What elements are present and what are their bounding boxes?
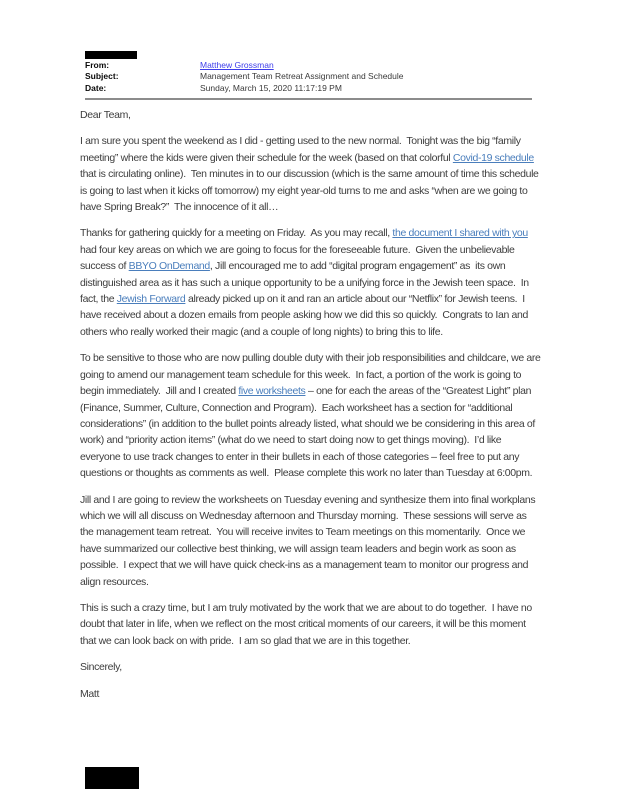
covid-19-schedule-link[interactable]: Covid-19 schedule	[452, 151, 534, 164]
paragraph-text: had four key areas on which we are going to focus for the foreseeable future. Given the unbelievable success of	[80, 227, 531, 273]
jewish-forward-link[interactable]: Jewish Forward	[116, 293, 186, 306]
from-label: From:	[85, 60, 110, 70]
email-paragraph	[80, 225, 542, 340]
header-row-date	[85, 83, 545, 94]
paragraph-text: This is such a crazy time, but I am truly motivated by the work that we are about to do together. I have no doubt that later in life, when we reflect on the most critical moments of our careers, it will be this moment that we can look back on with pride. I am so glad that we are in this together.	[80, 601, 535, 647]
paragraphs-container	[80, 133, 542, 649]
email-header	[85, 60, 545, 94]
paragraph-text: I am sure you spent the weekend as I did - getting used to the new normal. Tonight was the big “family meeting” where the kids were given their schedule for the week (based on that colorful	[80, 135, 524, 164]
subject-label: Subject:	[85, 71, 119, 82]
email-paragraph	[80, 492, 542, 590]
paragraph-text: To be sensitive to those who are now pulling double duty with their job responsibilities and childcare, we are going to amend our management team schedule for this week. In fact, a portion of the work is going to begin immediately. Jill and I created	[80, 352, 544, 398]
date-value: Sunday, March 15, 2020 11:17:19 PM	[200, 82, 342, 93]
email-body	[80, 107, 542, 712]
header-row-from	[85, 60, 545, 71]
subject-value: Management Team Retreat Assignment and Schedule	[200, 71, 404, 82]
footer-redaction-bar	[85, 767, 139, 789]
paragraph-text: , Jill encouraged me to add “digital program engagement” as its own distinguished area as it has such a unique opportunity to be a unifying force in the Jewish teen space. In fact, the	[80, 260, 532, 306]
email-paragraph	[80, 600, 542, 649]
paragraph-text: Jill and I are going to review the worksheets on Tuesday evening and synthesize them into final workplans which we will all discuss on Wednesday afternoon and Thursday morning. These sessions will serve as the management team retreat. You will receive invites to Team meetings on this momentarily. Once we have summarized our collective best thinking, we will assign team leaders and begin work as soon as possible. I expect that we will have quick check-ins as a management team to monitor our progress and align resources.	[80, 493, 538, 588]
shared-document-link[interactable]: the document I shared with you	[392, 227, 528, 240]
paragraph-text: that is circulating online). Ten minutes in to our discussion (which is the same amount of time this schedule is going to last when it kicks off tomorrow) my eight year-old turns to me and asks “when are we going to have Spring Break?” The innocence of it all…	[80, 151, 542, 214]
date-label: Date:	[85, 82, 107, 93]
paragraph-text: Thanks for gathering quickly for a meeting on Friday. As you may recall,	[80, 227, 393, 240]
greeting: Dear Team,	[80, 109, 131, 121]
paragraph-text: – one for each the areas of the “Greatest Light” plan (Finance, Summer, Culture, Connection and Program). Each worksheet has a section for “additional considerations” (in addition to the bullet points already listed, what should we be considering in this area of work) and “priority action items” (what do we need to start doing now to get things moving). I’d like everyone to use track changes to enter in their bullets in each of those categories – feel free to put any questions or thoughts as comments as well. Please complete this work no later than Tuesday at 6:00pm.	[80, 385, 538, 480]
header-divider	[85, 98, 532, 100]
header-row-subject	[85, 71, 545, 82]
signature: Matt	[80, 687, 100, 700]
bbyo-ondemand-link[interactable]: BBYO OnDemand	[128, 260, 210, 273]
email-paragraph	[80, 350, 542, 481]
sender-link[interactable]: Matthew Grossman	[200, 60, 274, 70]
five-worksheets-link[interactable]: five worksheets	[238, 385, 306, 398]
email-paragraph	[80, 133, 542, 215]
closing: Sincerely,	[80, 661, 122, 674]
paragraph-text: already picked up on it and ran an article about our “Netflix” for Jewish teens. I have received about a dozen emails from people asking how we did this so quickly. Congrats to Ian and others who really worked their magic (and a couple of long nights) to bring this to life.	[80, 293, 531, 338]
header-redaction-bar	[85, 51, 137, 59]
